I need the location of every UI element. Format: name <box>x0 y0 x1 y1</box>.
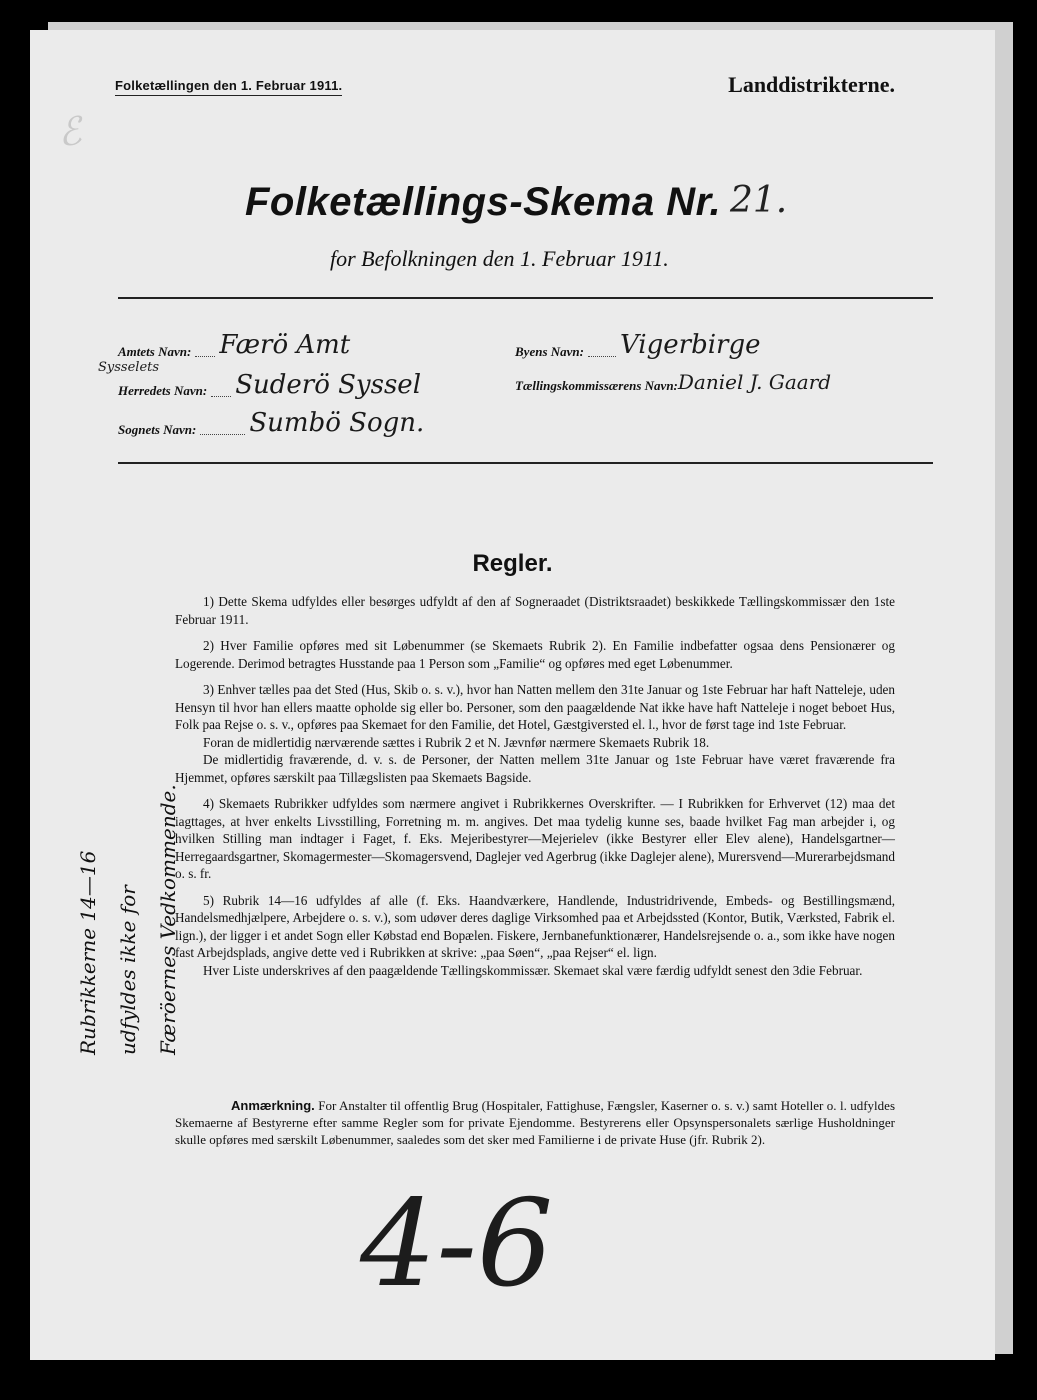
margin-handwritten-note <box>76 784 196 1055</box>
field-herred-correction: Sysselets <box>98 360 160 375</box>
rules-text <box>175 593 895 988</box>
dotted-line <box>195 355 215 357</box>
bottom-rule <box>118 462 933 464</box>
rules-heading: Regler. <box>472 550 553 577</box>
rule-paragraph: 2) Hver Familie opføres med sit Løbenummer (se Skemaets Rubrik 2). En Familie indbefatter ogsaa dens Pensionærer og Logerende. Derimod betragtes Husstande paa 1 Person som „Familie“ og opføres med eget Løbenummer. <box>175 638 895 671</box>
field-sogn-value: Sumbö Sogn. <box>249 408 425 438</box>
field-amt <box>118 330 350 360</box>
rule-paragraph: Hver Liste underskrives af den paagældende Tællingskommissær. Skemaet skal være færdig udfyldt senest den 3die Februar. <box>203 962 863 978</box>
remark-text: For Anstalter til offentlig Brug (Hospitaler, Fattighuse, Fængsler, Kaserner o. s. v.) samt Hoteller o. l. udfyldes Skemaerne af Bestyrerne efter samme Regler som for private Ejendomme. Bestyrerens eller Opsynspersonalets særlige Husholdninger skulle opføres med særskilt Løbenummer, saaledes som det sker med Familierne i de private Huse (jfr. Rubrik 2). <box>175 1098 896 1147</box>
margin-note-line: Færöernes Vedkommende. <box>156 784 180 1055</box>
margin-note-line: udfyldes ikke for <box>116 885 140 1055</box>
census-date-header: Folketællingen den 1. Februar 1911. <box>115 78 342 96</box>
top-rule <box>118 297 933 299</box>
field-herred-value: Suderö Syssel <box>235 370 422 400</box>
field-amt-label: Amtets Navn: <box>118 344 192 359</box>
form-number-handwritten: 21. <box>730 180 788 221</box>
remark-paragraph <box>175 1097 895 1148</box>
dotted-line <box>211 395 231 397</box>
remark-label: Anmærkning. <box>231 1098 315 1113</box>
dotted-line <box>200 433 245 435</box>
field-by-value: Vigerbirge <box>619 330 761 360</box>
census-form-page <box>30 30 995 1360</box>
field-by <box>515 330 760 360</box>
field-amt-value: Færö Amt <box>219 330 351 360</box>
field-kommissaer-value: Daniel J. Gaard <box>677 370 832 394</box>
field-herred-label: Herredets Navn: <box>118 383 208 398</box>
rule-paragraph: 4) Skemaets Rubrikker udfyldes som nærmere angivet i Rubrikkernes Overskrifter. — I Rubrikken for Erhvervet (12) maa det iagttages, at hver enkelts Livsstilling, Forretning m. m. angives. Det maa tydelig kunne ses, baade hvilket Fag man arbejder i, og hvilken Stilling man indtager i Faget, f. Eks. Mejeribestyrer—Mejerielev (ikke Bestyrer eller Elev alene), Handelsgartner—Herregaardsgartner, Skomagermester—Skomagersvend, Daglejer ved Agerbrug (ikke Daglejer alene), Murersvend—Murerarbejdsmand o. s. fr. <box>175 796 895 881</box>
dotted-line <box>588 355 616 357</box>
field-sogn <box>118 408 424 438</box>
margin-note-line: Rubrikkerne 14—16 <box>76 850 100 1055</box>
district-type-header: Landdistrikterne. <box>728 72 895 97</box>
rule-paragraph: 5) Rubrik 14—16 udfyldes af alle (f. Eks. Haandværkere, Handlende, Industridrivende, Embeds- og Bestillingsmænd, Handelsmedhjælpere, Arbejdere o. s. v.), som udøver deres daglige Virksomhed paa et Arbejdssted (Kontor, Butik, Værksted, Fabrik el. lign.), der ligger i et andet Sogn eller Købstad end Bopælen. Fiskere, Jernbanefunktionærer, Handelsrejsende o. a., som ikke have nogen fast Arbejdsplads, angive dette ved i Rubrikken at skrive: „paa Søen“, „paa Rejser“ el. lign. <box>175 892 895 960</box>
faint-stamp: ℰ <box>55 110 84 156</box>
field-kommissaer <box>515 370 831 394</box>
field-by-label: Byens Navn: <box>515 344 584 359</box>
rule-paragraph: 3) Enhver tælles paa det Sted (Hus, Skib o. s. v.), hvor han Natten mellem den 31te Januar og 1ste Februar har haft Natteleje, uden Hensyn til hvor han ellers maatte opholde sig eller bo. Personer, som den paagældende Nat ikke have haft Natteleje i noget beboet Hus, Folk paa Rejse o. s. v., opføres paa Skemaet for den Familie, det Hotel, Gæstgiversted el. l., hvor de først tage ind 1ste Februar. <box>175 682 895 732</box>
field-sogn-label: Sognets Navn: <box>118 422 197 437</box>
form-subtitle: for Befolkningen den 1. Februar 1911. <box>330 246 669 271</box>
handwritten-range-number: 4-6 <box>360 1175 554 1314</box>
rule-paragraph: Foran de midlertidig nærværende sættes i Rubrik 2 et N. Jævnfør nærmere Skemaets Rubrik 18. <box>203 734 710 750</box>
field-kommissaer-label: Tællingskommissærens Navn: <box>515 378 678 393</box>
field-herred <box>98 360 422 400</box>
form-title: Folketællings-Skema Nr. <box>245 180 722 224</box>
rule-paragraph: De midlertidig fraværende, d. v. s. de Personer, der Natten mellem 31te Januar og 1ste Februar have været fraværende fra Hjemmet, opføres særskilt paa Tillægslisten paa Skemaets Bagside. <box>175 752 895 785</box>
rule-paragraph: 1) Dette Skema udfyldes eller besørges udfyldt af den af Sogneraadet (Distriktsraadet) beskikkede Tællingskommissær den 1ste Februar 1911. <box>175 594 895 627</box>
